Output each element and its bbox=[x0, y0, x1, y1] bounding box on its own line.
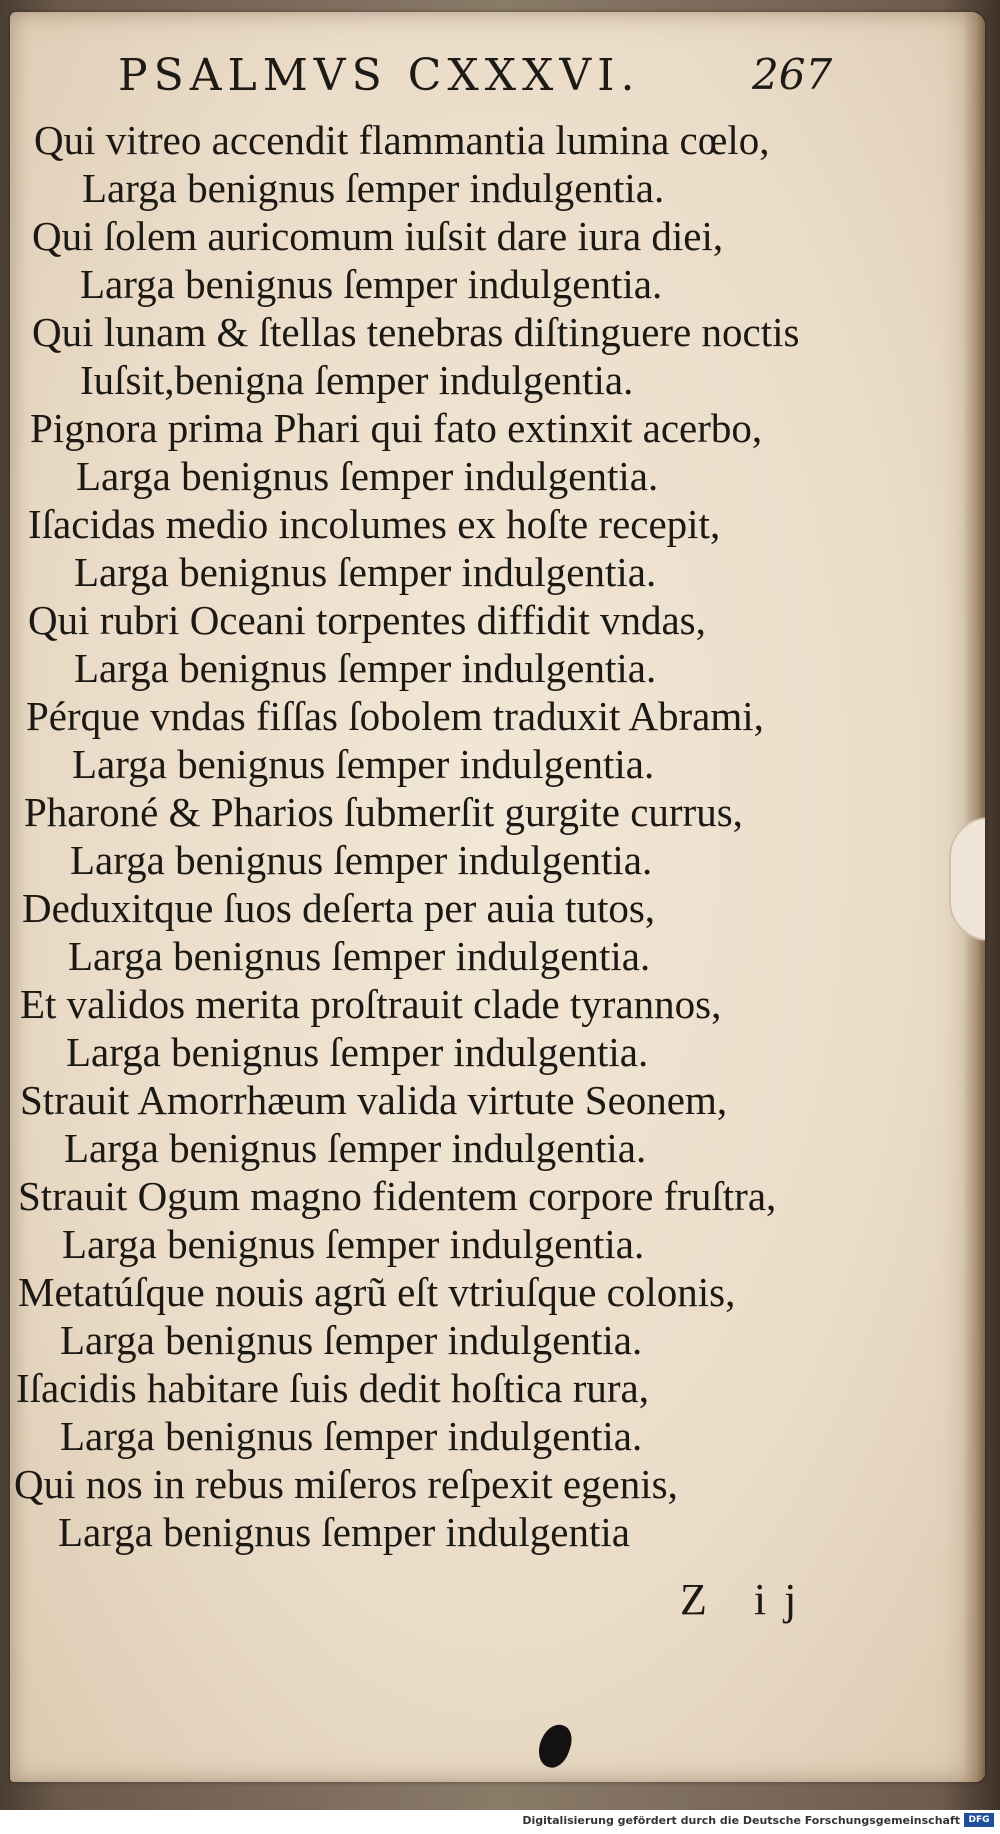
verse-line: Larga benignus ſemper indulgentia. bbox=[66, 1029, 649, 1075]
verse-line: Larga benignus ſemper indulgentia. bbox=[80, 261, 663, 307]
verse-line: Qui ſolem auricomum iuſsit dare iura diei, bbox=[32, 213, 724, 259]
verse-line: Iuſsit,benigna ſemper indulgentia. bbox=[80, 357, 634, 403]
verse-line: Larga benignus ſemper indulgentia. bbox=[60, 1413, 643, 1459]
verse-line: Et validos merita proſtrauit clade tyrannos, bbox=[20, 981, 722, 1027]
verse-line: Strauit Amorrhæum valida virtute Seonem, bbox=[20, 1077, 728, 1123]
verse-line: Larga benignus ſemper indulgentia. bbox=[82, 165, 665, 211]
page-header bbox=[10, 50, 985, 110]
verse-line: Pérque vndas fiſſas ſobolem traduxit Abrami, bbox=[26, 693, 764, 739]
verse-line: Qui lunam & ſtellas tenebras diſtinguere noctis bbox=[32, 309, 800, 355]
verse-line: Larga benignus ſemper indulgentia. bbox=[62, 1221, 645, 1267]
page-number: 267 bbox=[752, 50, 833, 99]
verse-line: Larga benignus ſemper indulgentia. bbox=[70, 837, 653, 883]
verse-line: Larga benignus ſemper indulgentia. bbox=[76, 453, 659, 499]
verse-line: Metatúſque nouis agrũ eſt vtriuſque colonis, bbox=[18, 1269, 736, 1315]
verse-line: Larga benignus ſemper indulgentia. bbox=[68, 933, 651, 979]
book-page bbox=[10, 12, 985, 1782]
running-title: PSALMVS CXXXVI. bbox=[118, 50, 641, 101]
verse-line: Larga benignus ſemper indulgentia. bbox=[64, 1125, 647, 1171]
signature-mark: Z ij bbox=[680, 1575, 815, 1624]
funding-credit: Digitalisierung gefördert durch die Deutsche Forschungsgemeinschaft bbox=[522, 1814, 960, 1827]
verse-line: Iſacidas medio incolumes ex hoſte recepit, bbox=[28, 501, 721, 547]
verse-line: Pharoné & Pharios ſubmerſit gurgite currus, bbox=[24, 789, 743, 835]
verse-line: Qui nos in rebus miſeros reſpexit egenis, bbox=[14, 1461, 678, 1507]
digitization-footer bbox=[0, 1810, 1000, 1834]
verse-line: Strauit Ogum magno fidentem corpore fruſtra, bbox=[18, 1173, 777, 1219]
verse-line: Iſacidis habitare ſuis dedit hoſtica rura, bbox=[16, 1365, 649, 1411]
verse-line: Larga benignus ſemper indulgentia. bbox=[72, 741, 655, 787]
verse-line: Pignora prima Phari qui fato extinxit acerbo, bbox=[30, 405, 763, 451]
verse-line: Qui rubri Oceani torpentes diffidit vndas, bbox=[28, 597, 706, 643]
verse-line: Deduxitque ſuos deſerta per auia tutos, bbox=[22, 885, 656, 931]
ink-blot bbox=[534, 1720, 576, 1771]
verse-line: Larga benignus ſemper indulgentia. bbox=[60, 1317, 643, 1363]
verse-line: Qui vitreo accendit flammantia lumina cœlo, bbox=[34, 117, 770, 163]
dfg-logo: DFG bbox=[964, 1813, 994, 1827]
verse-line: Larga benignus ſemper indulgentia. bbox=[74, 549, 657, 595]
binding-clasp bbox=[949, 817, 985, 941]
verse-line: Larga benignus ſemper indulgentia. bbox=[74, 645, 657, 691]
verse-line: Larga benignus ſemper indulgentia bbox=[58, 1509, 630, 1555]
